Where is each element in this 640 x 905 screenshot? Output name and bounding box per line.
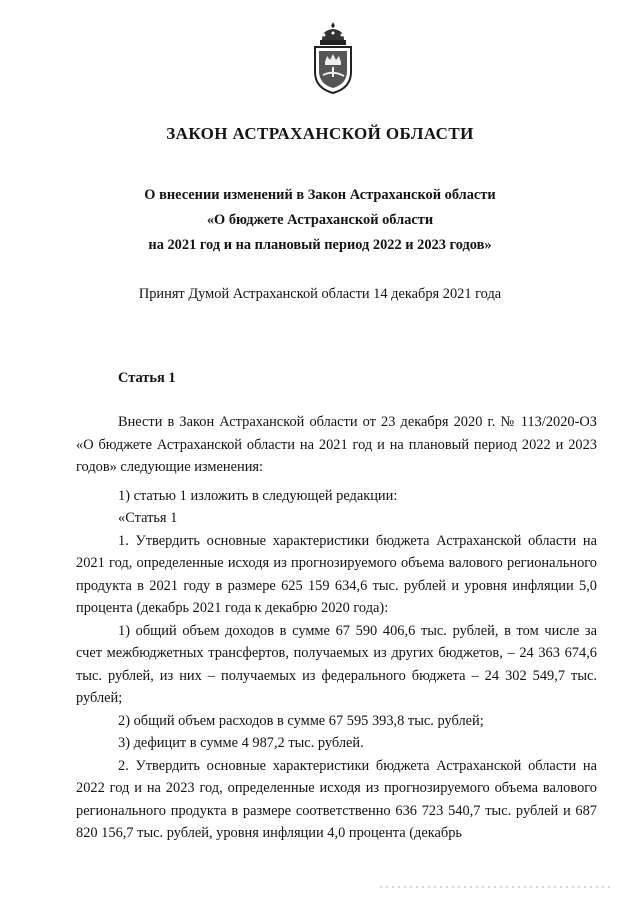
article-body bbox=[76, 411, 597, 845]
subitem-2: 2) общий объем расходов в сумме 67 595 393,8 тыс. рублей; bbox=[118, 712, 484, 729]
subtitle-line: «О бюджете Астраханской области bbox=[206, 212, 434, 228]
subitem-3: 3) дефицит в сумме 4 987,2 тыс. рублей. bbox=[118, 735, 364, 751]
scan-artifact bbox=[380, 886, 612, 888]
article-heading: Статья 1 bbox=[118, 370, 176, 386]
paragraph-2: 2. Утвердить основные характеристики бюджета Астраханской области на 2022 год и на 2023 год, определенные исходя из прогнозируемого объема валового регионального продукта в размере соответственно 636 723 540,7 тыс. рублей и 687 820 156,7 тыс. рублей, уровня инфляции 4,0 процента (декабрь bbox=[76, 757, 597, 841]
law-title: ЗАКОН АСТРАХАНСКОЙ ОБЛАСТИ bbox=[166, 124, 474, 143]
paragraph-1: 1. Утвердить основные характеристики бюджета Астраханской области на 2021 год, определенные исходя из прогнозируемого объема валового регионального продукта в 2021 году в размере 625 159 634,6 тыс. рублей и уровня инфляции 5,0 процента (декабрь 2021 года к декабрю 2020 года): bbox=[76, 532, 597, 616]
item-1: 1) статью 1 изложить в следующей редакции: bbox=[118, 487, 398, 504]
quoted-article-heading: «Статья 1 bbox=[118, 510, 178, 526]
subitem-1: 1) общий объем доходов в сумме 67 590 406,6 тыс. рублей, в том числе за счет межбюджетных трансфертов, получаемых из других бюджетов, – 24 363 674,6 тыс. рублей, из них – получаемых из федерального бюджета – 24 302 549,7 тыс. рублей; bbox=[76, 622, 597, 706]
coat-of-arms-icon bbox=[308, 20, 358, 96]
subtitle-line: О внесении изменений в Закон Астраханской области bbox=[144, 187, 496, 203]
subtitle-line: на 2021 год и на плановый период 2022 и 2023 годов» bbox=[148, 237, 492, 253]
intro-paragraph: Внести в Закон Астраханской области от 23 декабря 2020 г. № 113/2020-ОЗ «О бюджете Астраханской области на 2021 год и на плановый период 2022 и 2023 годов» следующие изменения: bbox=[76, 414, 597, 475]
adoption-note: Принят Думой Астраханской области 14 декабря 2021 года bbox=[138, 286, 502, 302]
law-subtitle bbox=[0, 183, 640, 258]
